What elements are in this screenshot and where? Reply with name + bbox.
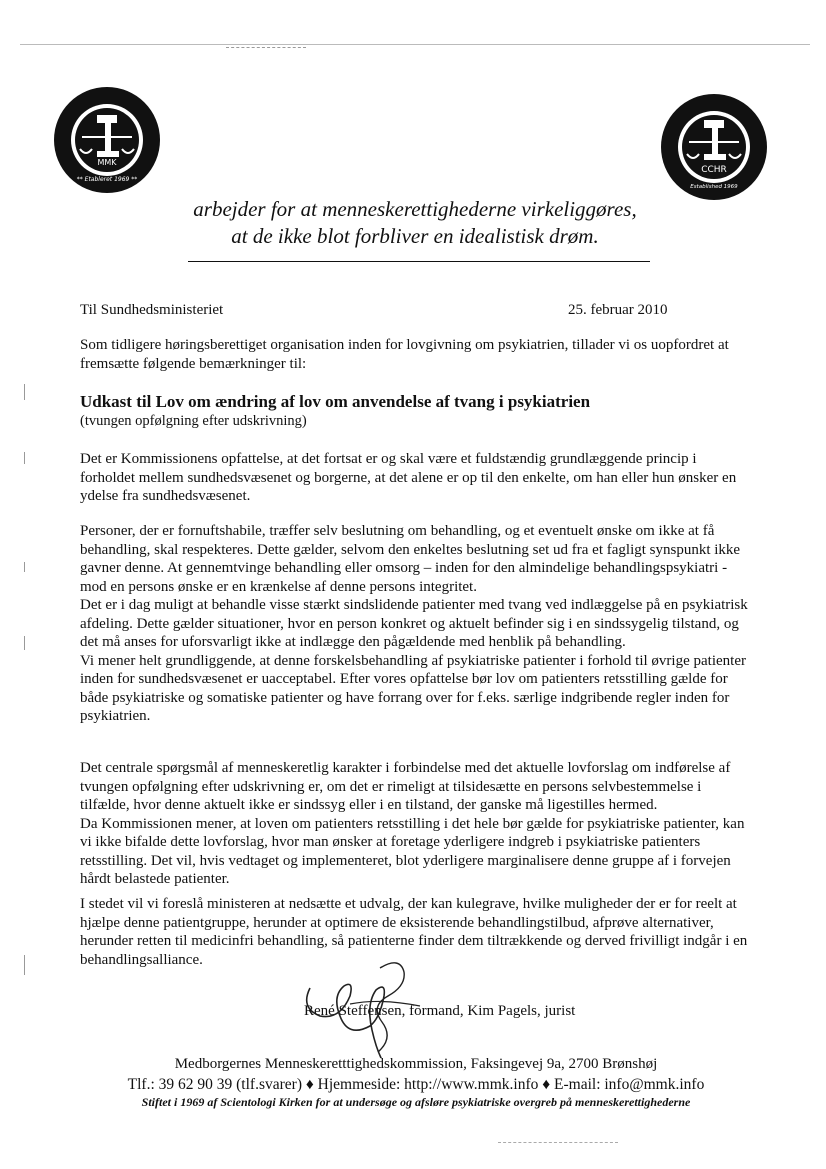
svg-text:** Etableret 1969 **: ** Etableret 1969 **: [76, 176, 138, 183]
paragraph-1-text: Det er Kommissionens opfattelse, at det fortsat er og skal være et fuldstændig grundlæggende princip i forholdet mellem sundhedsvæsenet og borgerne, at det alene er op til den enkelte, om han eller hun ønsker en ydelse fra sundhedsvæsenet.: [80, 451, 737, 504]
paragraph-3b-text: Da Kommissionen mener, at loven om patienters retsstilling i det hele bør gælde for psykiatriske patienter, kan vi ikke bifalde dette lovforslag, hvor man ønsker at foretage yderligere indgreb i psykiatriske patienters retsstilling. Det vil, hvis vedtaget og implementeret, blot yderligere marginalisere denne gruppe af i forvejen hårdt belastede patienter.: [80, 815, 745, 887]
organization-motto: [160, 196, 670, 250]
letter-addressee: Til Sundhedsministeriet: [80, 302, 224, 318]
letter-date: 25. februar 2010: [568, 302, 668, 318]
motto-divider: [188, 261, 650, 262]
subject-subheading: (tvungen opfølgning efter udskrivning): [80, 413, 307, 429]
paragraph-3a-text: Det centrale spørgsmål af menneskeretlig karakter i forbindelse med det aktuelle lovforslag om indførelse af tvungen opfølgning efter udskrivning er, om det er rimeligt at tilsidesætte en persons selvbestemmelse i tilfælde, hvor denne aktuelt ikke er sindssyg eller i en tilstand, der ganske må ligestilles hermed.: [80, 760, 731, 813]
svg-text:Established 1969: Established 1969: [690, 184, 738, 190]
scan-artifact: [226, 47, 306, 50]
footer-founded-note: Stiftet i 1969 af Scientologi Kirken for at undersøge og afsløre psykiatriske overgreb på menneskerettighederne: [141, 1095, 691, 1109]
paragraph-2a-text: Personer, der er fornuftshabile, træffer selv beslutning om behandling, og et eventuelt ønske om ikke at få behandling, skal respekteres. Dette gælder, selvom den enkeltes beslutning set ud fra et fagligt synspunkt ikke gavner denne. At gennemtvinge behandling eller omsorg – inden for den almindelige behandlingspsykiatri - mod en persons ønske er en krænkelse af denne persons integritet.: [80, 523, 741, 595]
paragraph-3: [80, 759, 752, 889]
scan-margin-mark: [24, 384, 25, 400]
mmk-seal-logo: [52, 85, 162, 195]
scan-margin-mark: [24, 636, 25, 650]
letter-intro: [80, 336, 752, 373]
cchr-seal-logo: [659, 92, 769, 202]
intro-paragraph: Som tidligere høringsberettiget organisation inden for lovgivning om psykiatrien, tillader vi os uopfordret at fremsætte følgende bemærkninger til:: [80, 337, 729, 372]
scan-top-line: [20, 44, 810, 45]
signatories: René Steffensen, formand, Kim Pagels, jurist: [304, 1003, 576, 1019]
scan-margin-mark: [24, 955, 25, 975]
letter-subject: [80, 392, 752, 430]
paragraph-2: [80, 522, 752, 726]
paragraph-4-text: I stedet vil vi foreslå ministeren at nedsætte et udvalg, der kan kulegrave, hvilke muligheder der er for reelt at hjælpe denne patientgruppe, herunder at optimere de eksisterende behandlingstilbud, afprøve alternativer, herunder retten til medicinfri behandling, så patienterne finder dem tiltrækkende og derved frivilligt indgår i en behandlingsalliance.: [80, 896, 748, 968]
scan-margin-mark: [24, 452, 25, 464]
motto-line-1: arbejder for at menneskerettighederne virkeliggøres,: [193, 197, 637, 221]
svg-text:MMK: MMK: [97, 158, 117, 167]
scan-artifact-bottom: [498, 1142, 618, 1143]
footer-organization: Medborgernes Menneskeretttighedskommission, Faksingevej 9a, 2700 Brønshøj: [174, 1056, 658, 1072]
scan-margin-mark: [24, 562, 25, 572]
paragraph-2c-text: Vi mener helt grundliggende, at denne forskelsbehandling af psykiatriske patienter i forhold til øvrige patienter inden for sundhedsvæsenet er uacceptabel. Efter vores opfattelse bør lov om patienters retsstilling gælde for både psykiatriske og somatiske patienter og have forrang over for f.eks. særlige indgribende regler inden for psykiatrien.: [80, 652, 746, 724]
subject-heading: Udkast til Lov om ændring af lov om anvendelse af tvang i psykiatrien: [80, 392, 591, 411]
motto-line-2: at de ikke blot forbliver en idealistisk drøm.: [231, 224, 599, 248]
paragraph-1: [80, 450, 752, 506]
footer-contact: Tlf.: 39 62 90 39 (tlf.svarer) ♦ Hjemmeside: http://www.mmk.info ♦ E-mail: info@mmk.info: [127, 1076, 705, 1093]
paragraph-2b-text: Det er i dag muligt at behandle visse stærkt sindslidende patienter med tvang ved indlæggelse på en psykiatrisk afdeling. Dette gælder situationer, hvor en person konkret og aktuelt befinder sig i en sindssygelig tilstand, og det må anses for uforsvarligt ikke at indlægge den pågældende med henblik på behandling.: [80, 597, 748, 650]
svg-text:CCHR: CCHR: [701, 165, 727, 175]
